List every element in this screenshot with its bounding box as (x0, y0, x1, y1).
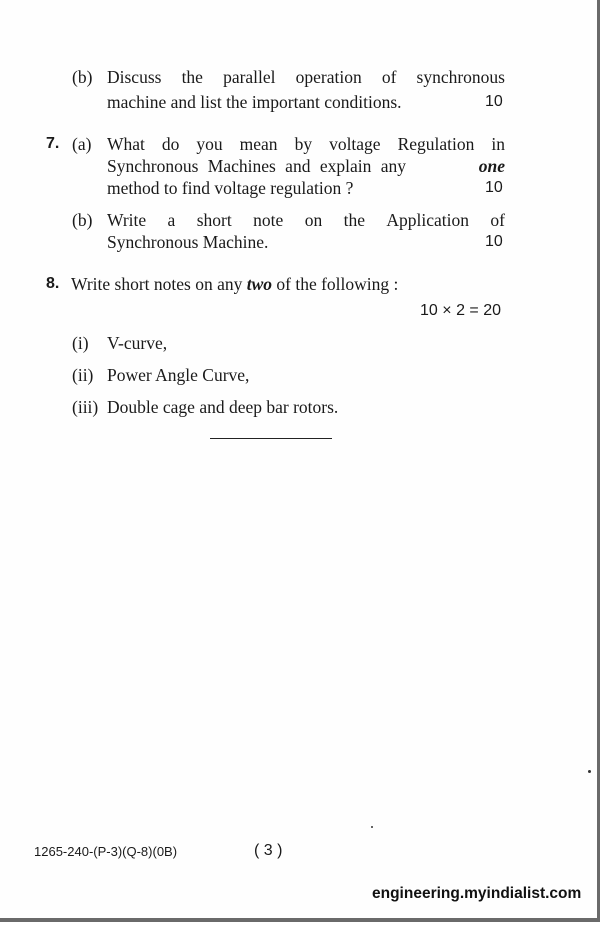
q8-intro: Write short notes on any two of the following : (71, 274, 399, 294)
q7b-marks: 10 (485, 233, 503, 250)
q6b-line-1: Discuss the parallel operation of synchronous (107, 67, 505, 87)
q8-item-text: Double cage and deep bar rotors. (107, 397, 339, 417)
q7a-label: (a) (72, 134, 92, 154)
q8-item-label: (i) (72, 333, 89, 353)
q8-item-text: V-curve, (107, 333, 168, 353)
q8-marks: 10 × 2 = 20 (420, 302, 501, 319)
q7a-emphasis: one (478, 156, 505, 176)
q8-item-label: (iii) (72, 397, 99, 417)
scan-speck (588, 770, 591, 773)
q8-item-label: (ii) (72, 365, 94, 385)
q7a-line-1: What do you mean by voltage Regulation in (107, 134, 505, 154)
paper-code: 1265-240-(P-3)(Q-8)(0B) (34, 844, 178, 859)
q6b-label: (b) (72, 67, 93, 87)
q8-emphasis: two (246, 274, 273, 294)
q7a-line-3: method to find voltage regulation ? (107, 178, 354, 198)
q7a-marks: 10 (485, 179, 503, 196)
q8-number: 8. (46, 275, 60, 292)
page-number: ( 3 ) (254, 842, 283, 859)
q7a-line-2: Synchronous Machines and explain any one (107, 156, 505, 176)
q6b-line-2: machine and list the important conditions. (107, 92, 402, 112)
q7-number: 7. (46, 135, 60, 152)
q7b-line-2: Synchronous Machine. (107, 232, 269, 252)
q8-item-text: Power Angle Curve, (107, 365, 250, 385)
q6b-marks: 10 (485, 93, 503, 110)
end-divider (210, 438, 332, 439)
q7b-label: (b) (72, 210, 93, 230)
q7b-line-1: Write a short note on the Application of (107, 210, 505, 230)
scan-speck (371, 826, 373, 828)
website-link[interactable]: engineering.myindialist.com (372, 885, 582, 902)
